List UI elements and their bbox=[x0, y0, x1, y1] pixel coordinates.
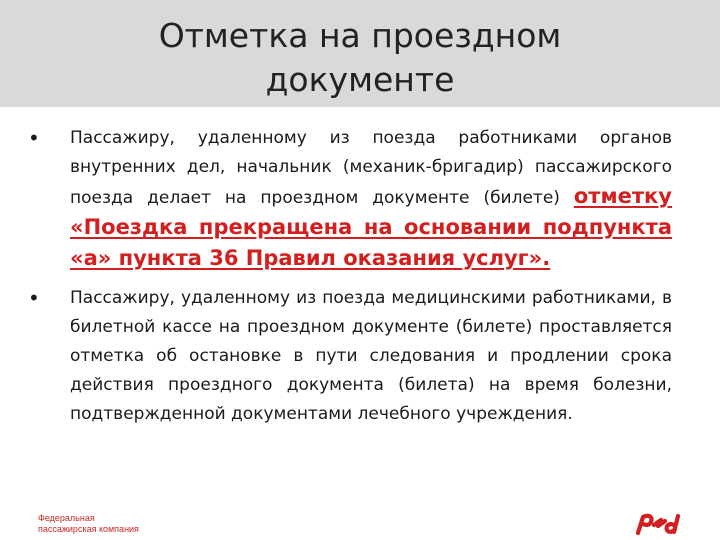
bullet-item-1 bbox=[24, 124, 672, 275]
company-name bbox=[38, 513, 139, 535]
slide-title bbox=[0, 14, 720, 102]
title-line-2: документе bbox=[265, 60, 455, 99]
title-line-1: Отметка на проездном bbox=[158, 16, 562, 55]
bullet-2-text: Пассажиру, удаленному из поезда медицинскими работниками, в билетной кассе на проездном документе (билете) проставляется отметка об остановке в пути следования и продлении срока действия проездного документа (билета) на время болезни, подтвержденной документами лечебного учреждения. bbox=[70, 288, 672, 424]
bullet-1-highlight: отметку «Поездка прекращена на основании подпункта «а» пункта 36 Правил оказания услуг». bbox=[70, 184, 672, 270]
company-name-line-1: Федеральная bbox=[38, 513, 95, 523]
slide-content bbox=[24, 124, 672, 429]
company-name-line-2: пассажирская компания bbox=[38, 524, 139, 534]
rzd-logo-icon bbox=[634, 511, 686, 537]
bullet-item-2 bbox=[24, 284, 672, 429]
bullet-dot-icon: • bbox=[28, 286, 40, 310]
bullet-dot-icon: • bbox=[28, 126, 40, 150]
bullet-1-text: Пассажиру, удаленному из поезда работниками органов внутренних дел, начальник (механик-бригадир) пассажирского поезда делает на проездном документе (билете) bbox=[70, 128, 672, 208]
